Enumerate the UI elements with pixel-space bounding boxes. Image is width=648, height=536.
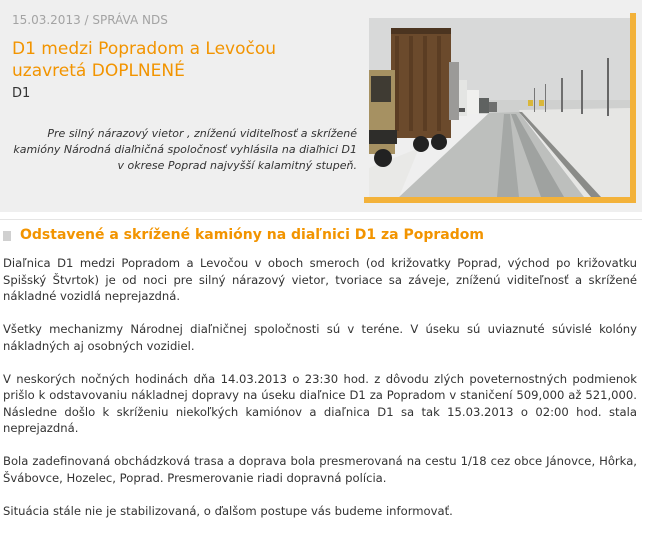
teaser-tag: D1 xyxy=(12,86,31,101)
teaser-photo-frame xyxy=(364,13,636,203)
article-body xyxy=(3,255,637,536)
teaser-title-link[interactable]: D1 medzi Popradom a Levočou uzavretá DOPLNENÉ xyxy=(12,39,277,81)
article-heading: Odstavené a skrížené kamióny na diaľnici D1 za Popradom xyxy=(20,227,484,243)
teaser-perex: Pre silný nárazový vietor , zníženú viditeľnosť a skrížené kamióny Národná diaľničná spoločnosť vyhlásila na diaľnici D1 v okrese Poprad najvyšší kalamitný stupeň. xyxy=(13,127,357,172)
article-paragraph: Všetky mechanizmy Národnej diaľničnej spoločnosti sú v teréne. V úseku sú uviaznuté súvislé kolóny nákladných aj osobných vozidiel. xyxy=(3,322,637,353)
article-paragraph: Diaľnica D1 medzi Popradom a Levočou v oboch smeroch (od križovatky Poprad, východ po križovatku Spišský Štvrtok) je od noci pre silný nárazový vietor, tvoriace sa záveje, zníženú viditeľnosť a skrížené nákladné vozidlá nepreјazdná. xyxy=(3,256,637,303)
article-teaser[interactable] xyxy=(0,0,642,212)
heading-bullet-icon xyxy=(3,231,11,241)
article-heading-bar xyxy=(0,219,642,250)
article-paragraph: V neskorých nočných hodinách dňa 14.03.2013 o 23:30 hod. z dôvodu zlých poveternostných podmienok prišlo k odstavovaniu nákladnej dopravy na úseku diaľnice D1 za Popradom v staničení 509,000 až 521,000. Následne došlo k skríženiu niekoľkých kamiónov a diaľnica D1 sa tak 15.03.2013 o 02:00 hod. stala neprejazdná. xyxy=(3,371,637,435)
date-and-section: 15.03.2013 / SPRÁVA NDS xyxy=(12,13,168,27)
article-paragraph: Situácia stále nie je stabilizovaná, o ďalšom postupe vás budeme informovať. xyxy=(3,503,453,518)
snowy-highway-trucks-photo[interactable] xyxy=(369,18,630,197)
article-paragraph: Bola zadefinovaná obchádzková trasa a doprava bola presmerovaná na cestu 1/18 cez obce Jánovce, Hôrka, Švábovce, Hozelec, Poprad. Presmerovanie riadi dopravná polícia. xyxy=(3,454,637,485)
